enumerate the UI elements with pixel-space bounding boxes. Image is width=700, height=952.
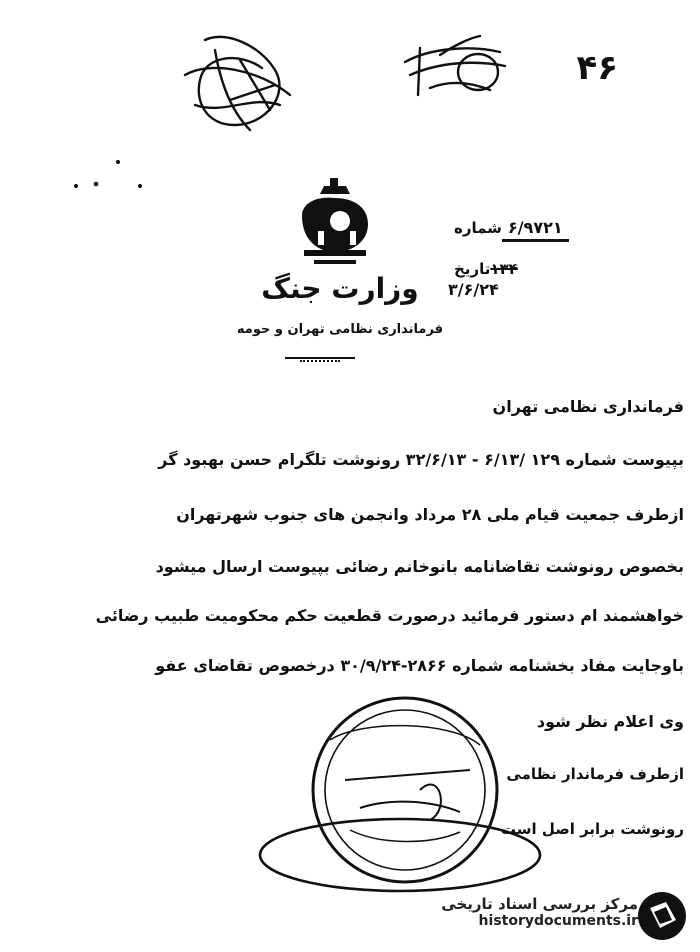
certified-copy-line: رونوشت برابر اصل است: [500, 820, 684, 838]
recipient-line: فرمانداری نظامی تهران: [492, 397, 684, 416]
body-line: خواهشمند ام دستور فرمائید درصورت قطعیت حکم محکومیت طبیب رضائی: [95, 606, 684, 625]
body-line: بخصوص رونوشت تقاضانامه بانوخانم رضائی بپیوست ارسال میشود: [155, 557, 684, 576]
lion-and-sun-emblem-icon: [290, 176, 380, 271]
reference-date-value-row: [448, 278, 688, 299]
reference-block: [448, 218, 688, 299]
folio-number: ۴۶: [576, 48, 618, 88]
reference-number-label: شماره: [454, 219, 502, 237]
separator-dots: [300, 360, 340, 362]
reference-number-row: [448, 218, 688, 248]
reference-date-struck: ۱۳۴: [490, 260, 518, 278]
body-line: باوجایت مفاد بخشنامه شماره ۲۸۶۶-۳۰/۹/۲۴ درخصوص تقاضای عفو: [155, 656, 684, 675]
reference-date-row: [448, 260, 688, 278]
body-line: بپیوست شماره ۱۲۹ /۶/۱۳ - ۳۲/۶/۱۳ رونوشت تلگرام حسن بهبود گر: [158, 450, 684, 469]
separator-line: [285, 357, 355, 359]
signatory-line: ازطرف فرماندار نظامی: [506, 765, 684, 783]
archive-footer: [398, 895, 638, 929]
body-line: ازطرف جمعیت قیام ملی ۲۸ مرداد وانجمن های جنوب شهرتهران: [176, 505, 684, 524]
body-line: وی اعلام نظر شود: [536, 712, 684, 731]
reference-date-label: تاریخ: [454, 260, 491, 278]
reference-number-value: ۶/۹۷۲۱: [502, 218, 569, 242]
archive-logo-icon: [636, 890, 688, 942]
archive-organization: مرکز بررسی اسناد تاریخی: [441, 895, 638, 913]
ministry-name: وزارت جنگ: [261, 272, 419, 305]
archive-website: historydocuments.ir: [478, 913, 638, 929]
department-name: فرمانداری نظامی تهران و حومه: [236, 322, 444, 337]
reference-date-value: ۳/۶/۲۴: [448, 280, 499, 299]
